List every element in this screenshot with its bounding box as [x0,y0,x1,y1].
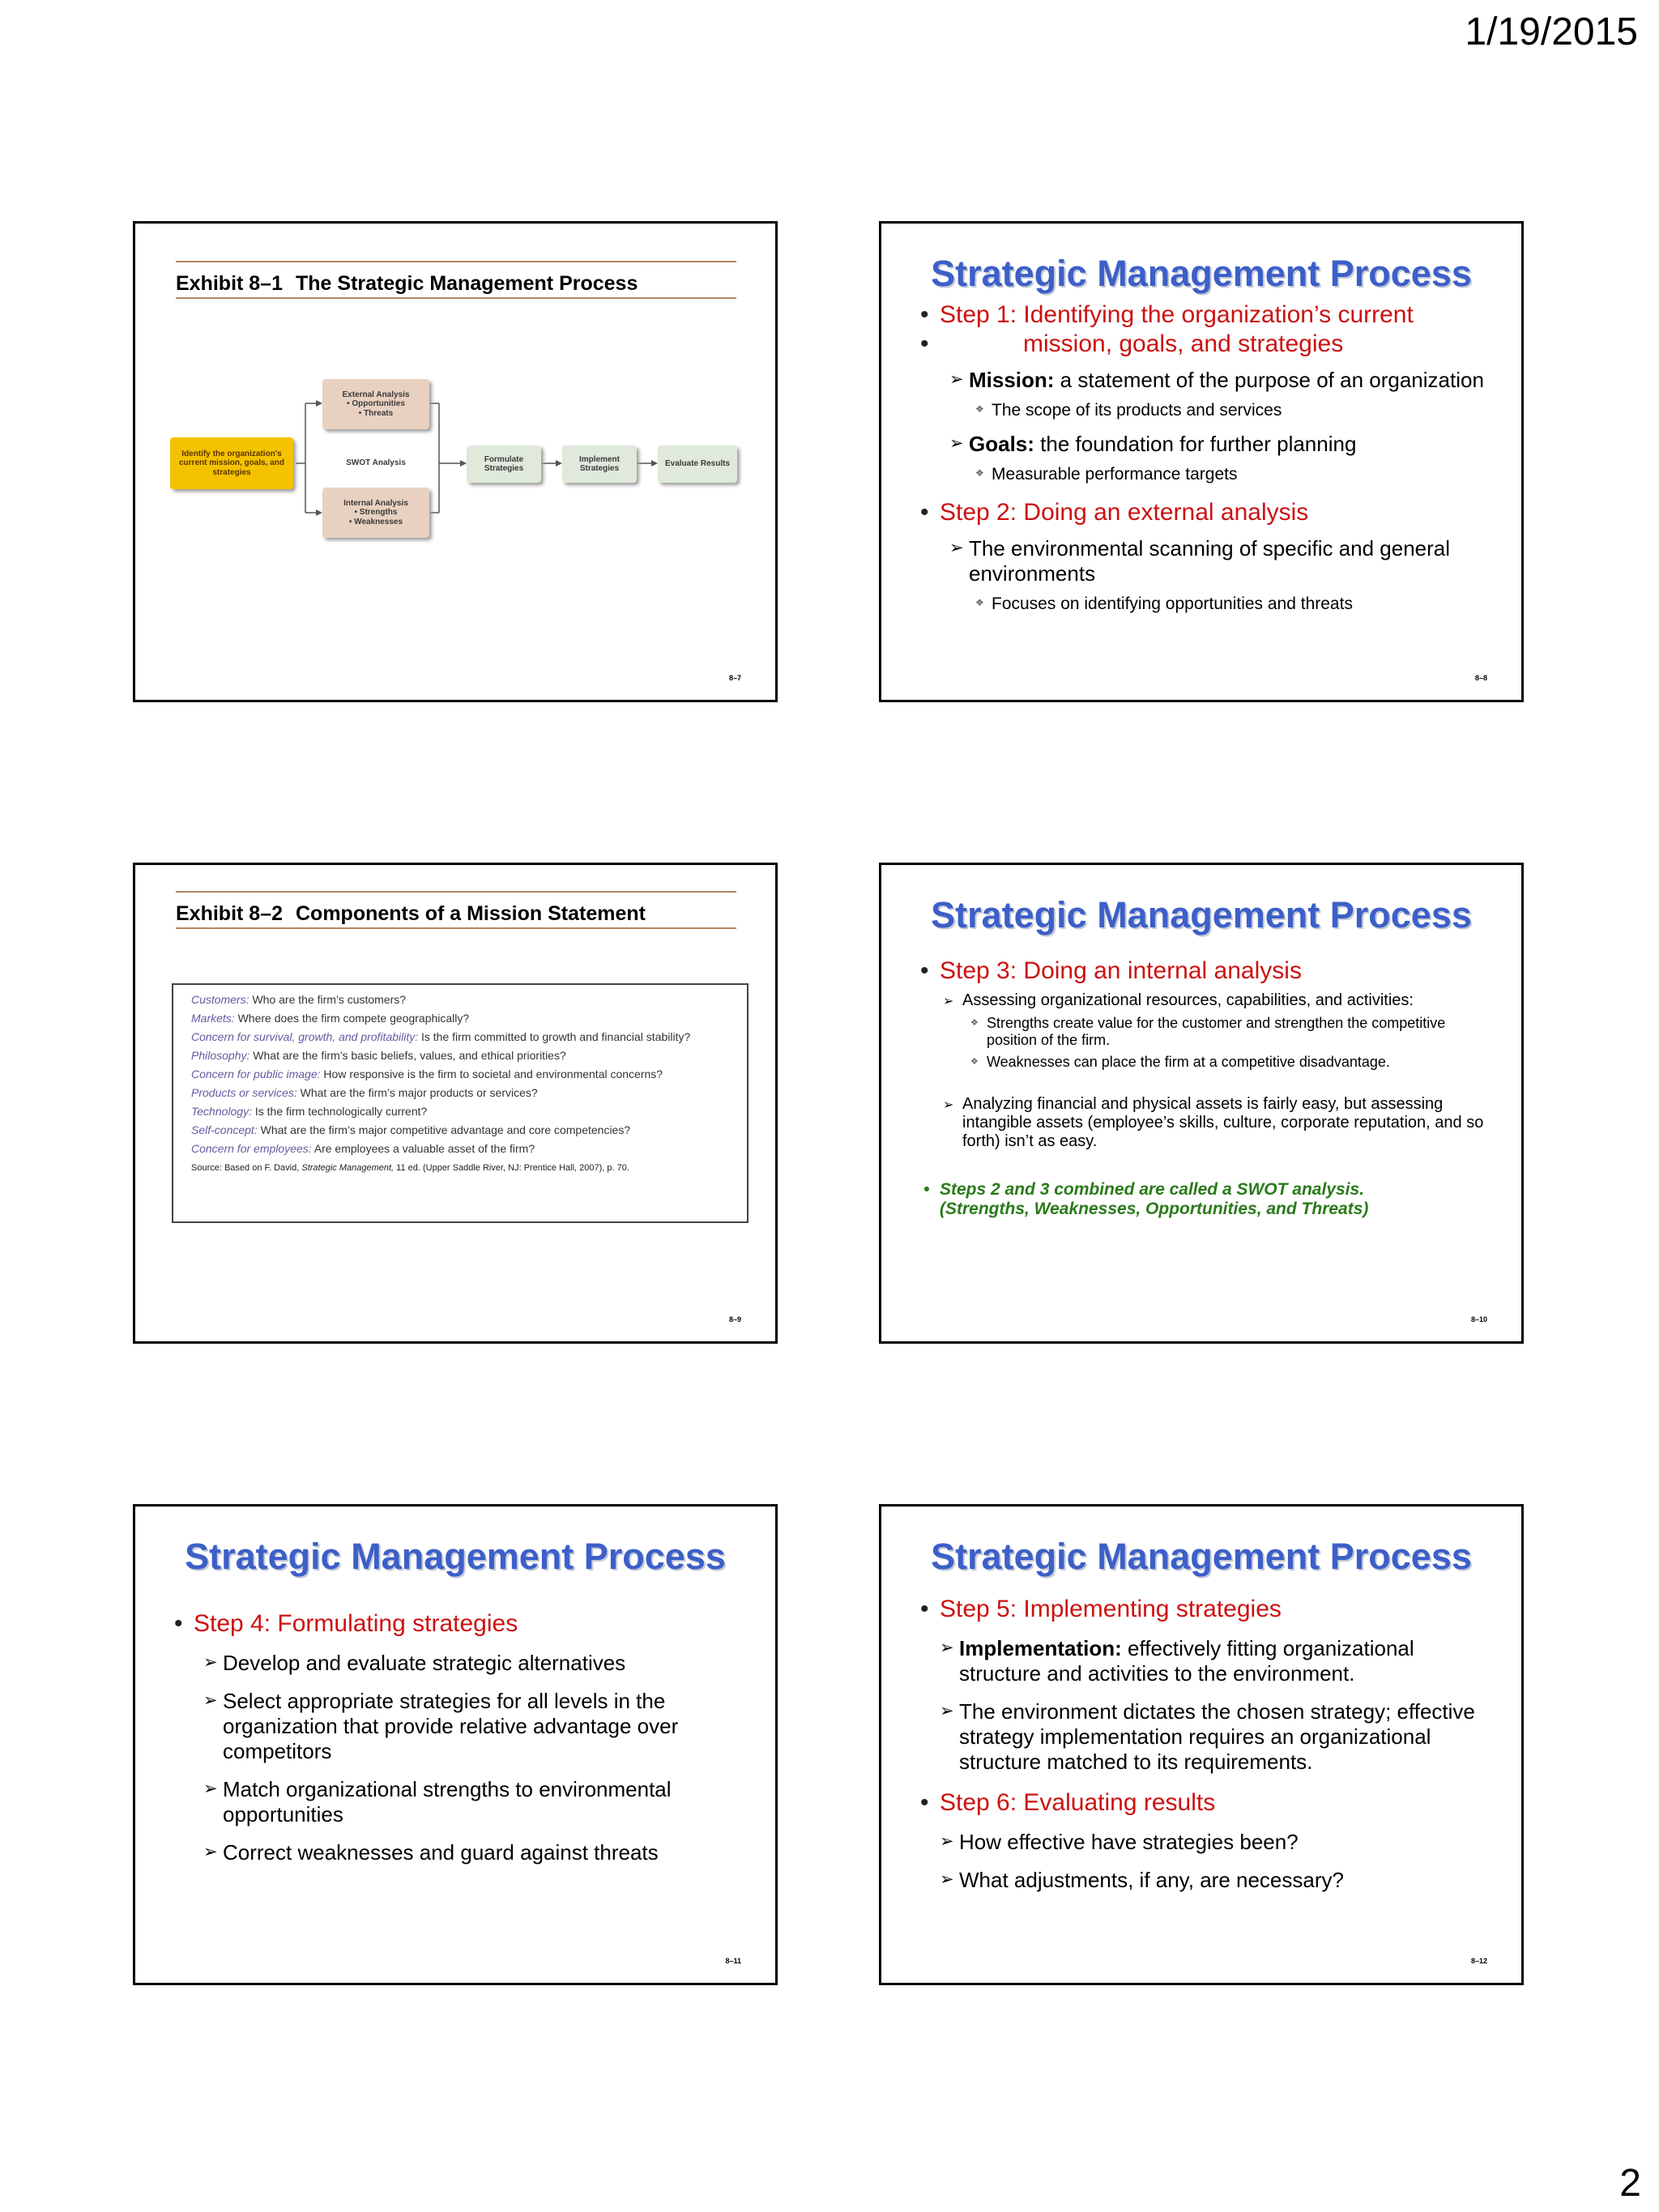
component-key: Self-concept: [191,1123,258,1136]
slide-title: Strategic Management Process [931,1536,1472,1577]
weaknesses-sub-bullet: ❖ Weaknesses can place the firm at a competitive disadvantage. [969,1054,1489,1071]
component-text: Are employees a valuable asset of the firm? [311,1142,535,1155]
implement-box: Implement Strategies [562,445,637,483]
exhibit-title [176,261,736,299]
env-sub-bullet: ❖ Focuses on identifying opportunities and threats [974,595,1489,614]
component-key: Concern for public image: [191,1068,321,1080]
component-item [191,1105,736,1118]
component-text: What are the firm’s major products or services? [296,1086,538,1099]
external-threats: • Threats [358,408,394,418]
step5-bullet: • Step 5: Implementing strategies [920,1596,1489,1623]
external-analysis-heading: External Analysis [342,390,410,399]
exhibit-label: Exhibit 8–1 [176,272,283,295]
step4-bullet: • Step 4: Formulating strategies [174,1610,743,1638]
component-item [191,1049,736,1062]
component-item [191,1142,736,1155]
step1-line1: Step 1: Identifying the organization’s current [940,301,1414,328]
mission-definition: a statement of the purpose of an organization [1054,368,1484,392]
component-key: Concern for survival, growth, and profitability: [191,1030,419,1043]
slide-content [920,301,1489,614]
slide-content [920,1596,1489,1893]
exhibit-title [176,891,736,929]
source-suffix: 11 ed. (Upper Saddle River, NJ: Prentice Hall, 2007), p. 70. [394,1163,629,1173]
step2-bullet: • Step 2: Doing an external analysis [920,499,1489,526]
slide-number: 8–12 [1470,1957,1487,1965]
source-prefix: Source: Based on F. David, [191,1163,302,1173]
identify-box: Identify the organization's current mission, goals, and strategies [170,437,293,489]
mission-sub-bullet: ❖ The scope of its products and services [974,401,1489,420]
component-item [191,1012,736,1025]
slide-step5-6[interactable] [879,1504,1524,1985]
component-item [191,1068,736,1080]
swot-note [923,1180,1489,1219]
exhibit-source [191,1163,736,1173]
step4-item: ➢ Develop and evaluate strategic alternatives [203,1651,743,1676]
component-key: Technology: [191,1105,252,1118]
analyzing-bullet: ➢ Analyzing financial and physical assets is fairly easy, but assessing intangible assets (employee’s skills, culture, corporate reputation, and so forth) isn’t as easy. [943,1095,1489,1151]
component-text: What are the firm’s major competitive advantage and core competencies? [257,1123,631,1136]
component-key: Products or services: [191,1086,297,1099]
evaluate-box: Evaluate Results [658,445,737,483]
step1-bullet [920,301,1489,329]
external-opportunities: • Opportunities [347,399,405,409]
internal-analysis-heading: Internal Analysis [343,498,408,508]
mission-bullet [949,368,1489,393]
slide-title: Strategic Management Process [931,253,1472,294]
goals-sub-bullet: ❖ Measurable performance targets [974,465,1489,484]
step6-bullet: • Step 6: Evaluating results [920,1789,1489,1817]
step4-item: ➢ Select appropriate strategies for all levels in the organization that provide relative advantage over competitors [203,1689,743,1764]
component-text: Is the firm technologically current? [251,1105,428,1118]
exhibit-heading: The Strategic Management Process [296,272,638,295]
environment-bullet: ➢ The environment dictates the chosen strategy; effective strategy implementation requires an organizational structure matched to its requirements. [940,1699,1489,1775]
assess-bullet: ➢ Assessing organizational resources, capabilities, and activities: [943,991,1489,1010]
implementation-term: Implementation: [959,1636,1122,1660]
step3-bullet: • Step 3: Doing an internal analysis [920,957,1489,985]
slide-exhibit-8-2[interactable] [133,863,778,1344]
component-item [191,1123,736,1136]
slide-number: 8–10 [1470,1315,1487,1323]
slide-content [174,1610,743,1865]
component-key: Concern for employees: [191,1142,312,1155]
exhibit-label: Exhibit 8–2 [176,902,283,925]
component-text: How responsive is the firm to societal and environmental concerns? [320,1068,663,1080]
question-bullet: ➢ What adjustments, if any, are necessary? [940,1868,1489,1893]
step1-line2: • mission, goals, and strategies [920,330,1489,358]
component-key: Philosophy: [191,1049,250,1062]
component-item [191,1030,736,1043]
component-text: What are the firm’s basic beliefs, values, and ethical priorities? [249,1049,566,1062]
component-key: Markets: [191,1012,235,1025]
slide-number: 8–7 [728,674,741,682]
internal-analysis-box [322,488,429,538]
component-item [191,1086,736,1099]
swot-analysis-label: SWOT Analysis [346,458,406,468]
goals-definition: the foundation for further planning [1034,432,1357,456]
slide-number: 8–11 [725,1957,741,1965]
slide-title: Strategic Management Process [931,894,1472,936]
formulate-box: Formulate Strategies [467,445,541,483]
strategic-process-diagram [170,379,745,541]
component-key: Customers: [191,993,249,1006]
slide-exhibit-8-1[interactable] [133,221,778,702]
swot-note-line1: • Steps 2 and 3 combined are called a SWOT analysis. [940,1180,1365,1199]
mission-components-box [172,983,748,1223]
slide-step3[interactable] [879,863,1524,1344]
slide-step1-2[interactable] [879,221,1524,702]
swot-note-line2: (Strengths, Weaknesses, Opportunities, and Threats) [940,1200,1369,1218]
slide-title: Strategic Management Process [185,1536,726,1577]
step4-item: ➢ Match organizational strengths to environmental opportunities [203,1777,743,1827]
implementation-bullet [940,1636,1489,1686]
component-text: Is the firm committed to growth and financial stability? [418,1030,691,1043]
external-analysis-box [322,379,429,429]
slide-number: 8–8 [1474,674,1487,682]
internal-weaknesses: • Weaknesses [348,517,403,526]
slide-step4[interactable] [133,1504,778,1985]
goals-term: Goals: [969,432,1034,456]
slide-number: 8–9 [728,1315,741,1323]
source-book: Strategic Management, [301,1163,394,1173]
step4-item: ➢ Correct weaknesses and guard against threats [203,1840,743,1865]
implementation-definition: effectively fitting organizational structure and activities to the environment. [959,1636,1414,1686]
slide-content [920,957,1489,1219]
exhibit-heading: Components of a Mission Statement [296,902,646,925]
question-bullet: ➢ How effective have strategies been? [940,1830,1489,1855]
component-item [191,993,736,1006]
component-text: Where does the firm compete geographically? [234,1012,470,1025]
page-date: 1/19/2015 [1465,11,1638,53]
mission-term: Mission: [969,368,1055,392]
page-number: 2 [1619,2162,1641,2205]
internal-strengths: • Strengths [354,508,398,518]
env-scan-bullet: ➢ The environmental scanning of specific and general environments [949,536,1489,586]
strengths-sub-bullet: ❖ Strengths create value for the customer and strengthen the competitive position of the firm. [969,1015,1489,1049]
goals-bullet [949,432,1489,457]
component-text: Who are the firm’s customers? [249,993,407,1006]
